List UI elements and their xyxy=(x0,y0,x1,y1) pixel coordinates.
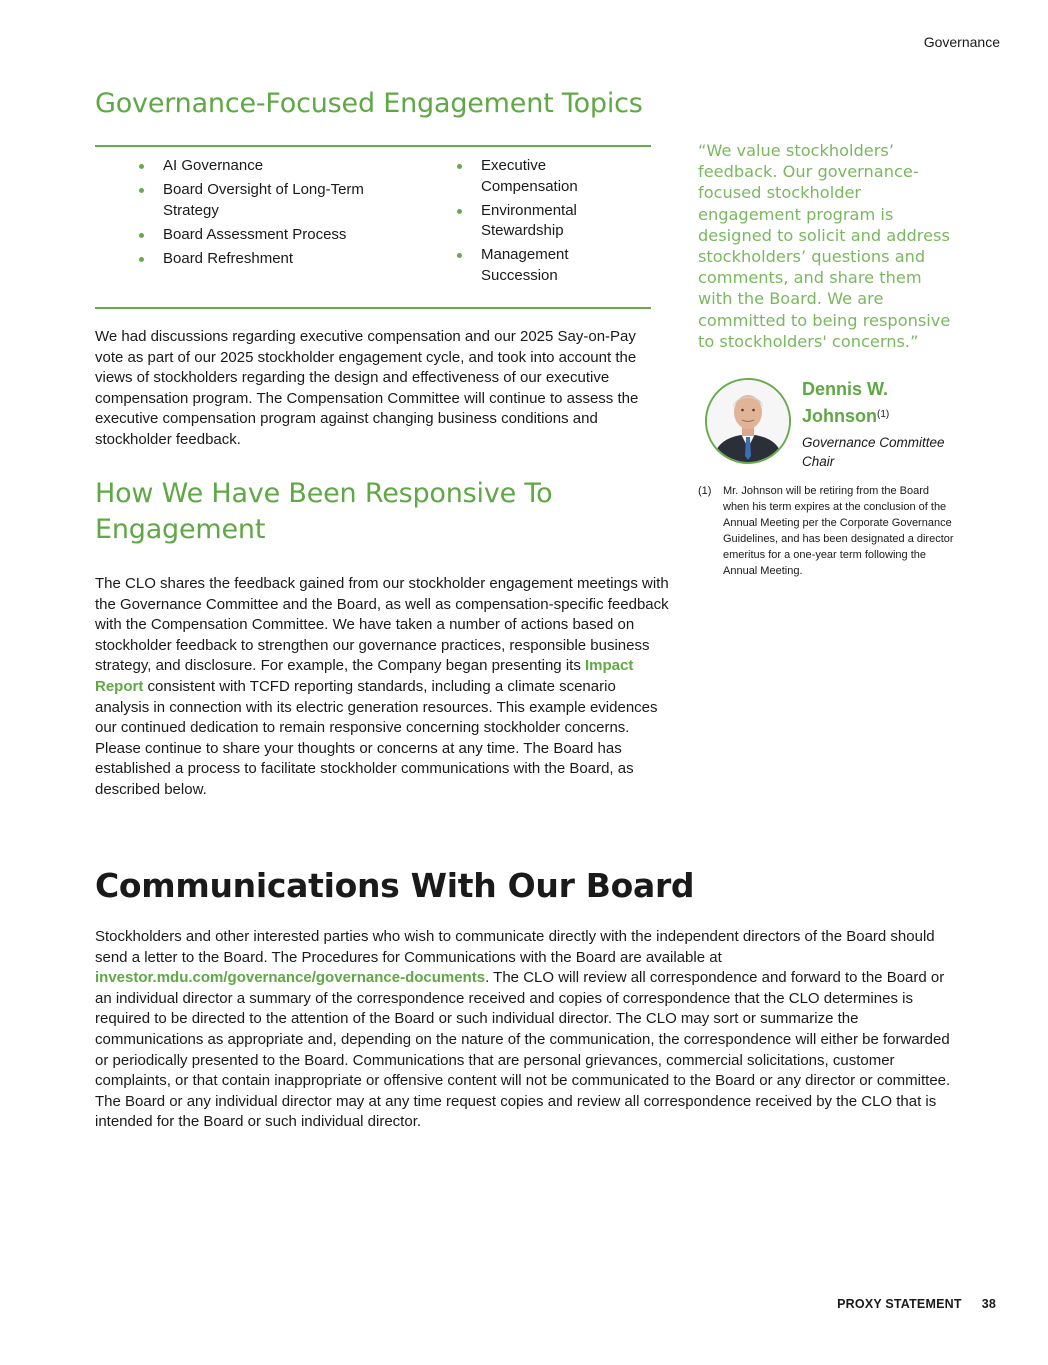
list-item: Executive Compensation xyxy=(455,156,615,197)
section-label: Governance xyxy=(923,34,1000,50)
responsive-paragraph: The CLO shares the feedback gained from our stockholder engagement meetings with the Governance Committee and the Board, as well as compensation-specific feedback with the Compensation Committee. We have taken a number of actions based on stockholder feedback to strengthen our governance practices, responsible business strategy, and disclosure. For example, the Company began presenting its Impact Report consistent with TCFD reporting standards, including a climate scenario analysis in connection with its electric generation resources. This example evidences our continued dedication to remain responsive concerning stockholder concerns. Please continue to share your thoughts or concerns at any time. The Board has established a process to facilitate stockholder communications with the Board, as described below. xyxy=(95,575,669,798)
list-item: Board Assessment Process xyxy=(137,225,407,246)
responsive-title: How We Have Been Responsive To Engagement xyxy=(95,478,553,545)
footnote xyxy=(698,483,956,579)
page-number: 38 xyxy=(981,1297,996,1311)
portrait-icon xyxy=(707,380,789,462)
footer-label: PROXY STATEMENT xyxy=(837,1297,962,1311)
list-item: AI Governance xyxy=(137,156,407,177)
avatar xyxy=(705,378,791,464)
topics-list-left xyxy=(137,156,407,273)
pull-quote: “We value stockholders’ feedback. Our governance-focused stockholder engagement program is designed to solicit and address stockholders’ questions and comments, and share them with the Board. We are committed to being responsive to stockholders' concerns.” xyxy=(698,141,951,351)
list-item: Board Refreshment xyxy=(137,249,407,270)
communications-paragraph: Stockholders and other interested parties who wish to communicate directly with the independent directors of the Board should send a letter to the Board. The Procedures for Communications with the Board are available at investor.mdu.com/governance/governance-documents. The CLO will review all correspondence and forward to the Board or an individual director a summary of the correspondence received and copies of correspondence that the CLO determines is required to be directed to the attention of the Board or such individual director. The CLO may sort or summarize the communications as appropriate and, depending on the nature of the communication, the correspondence will either be forwarded or periodically presented to the Board. Communications that are personal grievances, commercial solicitations, customer complaints, or that contain inappropriate or offensive content will not be communicated to the Board or any director or committee. The Board or any individual director may at any time request copies and review all correspondence received by the CLO that is intended for the Board or such individual director. xyxy=(95,928,951,1131)
bullet-icon xyxy=(139,188,144,193)
list-item: Board Oversight of Long-Term Strategy xyxy=(137,180,407,221)
list-item: Environmental Stewardship xyxy=(455,201,615,242)
engagement-topics-title: Governance-Focused Engagement Topics xyxy=(95,88,643,119)
bullet-icon xyxy=(139,164,144,169)
bullet-icon xyxy=(457,209,462,214)
bullet-icon xyxy=(139,233,144,238)
footnote-text: Mr. Johnson will be retiring from the Board when his term expires at the conclusion of the Annual Meeting per the Corporate Governance Guidelines, and has been designated a director emeritus for a one-year term following the Annual Meeting. xyxy=(723,485,954,577)
bullet-icon xyxy=(457,253,462,258)
bullet-icon xyxy=(139,257,144,262)
page-footer xyxy=(837,1297,996,1311)
compensation-paragraph: We had discussions regarding executive compensation and our 2025 Say-on-Pay vote as part of our 2025 stockholder engagement cycle, and took into account the views of stockholders regarding the design and effectiveness of our executive compensation program. The Compensation Committee will continue to assess the executive compensation program against changing business conditions and stockholder feedback. xyxy=(95,328,639,448)
bullet-icon xyxy=(457,164,462,169)
list-item: Management Succession xyxy=(455,245,615,286)
topics-list-right xyxy=(455,156,615,290)
topics-bottom-rule xyxy=(95,307,651,309)
governance-documents-link[interactable]: investor.mdu.com/governance/governance-documents xyxy=(95,969,486,987)
person-name: Dennis W. Johnson$^{(1)}$ xyxy=(802,379,890,426)
impact-report-link[interactable]: Impact Report xyxy=(95,657,634,695)
footnote-number: (1) xyxy=(698,485,712,497)
person-role: Governance Committee Chair xyxy=(802,435,945,469)
footnote-marker: (1) xyxy=(877,409,890,420)
communications-title: Communications With Our Board xyxy=(95,866,695,905)
topics-top-rule xyxy=(95,145,651,147)
